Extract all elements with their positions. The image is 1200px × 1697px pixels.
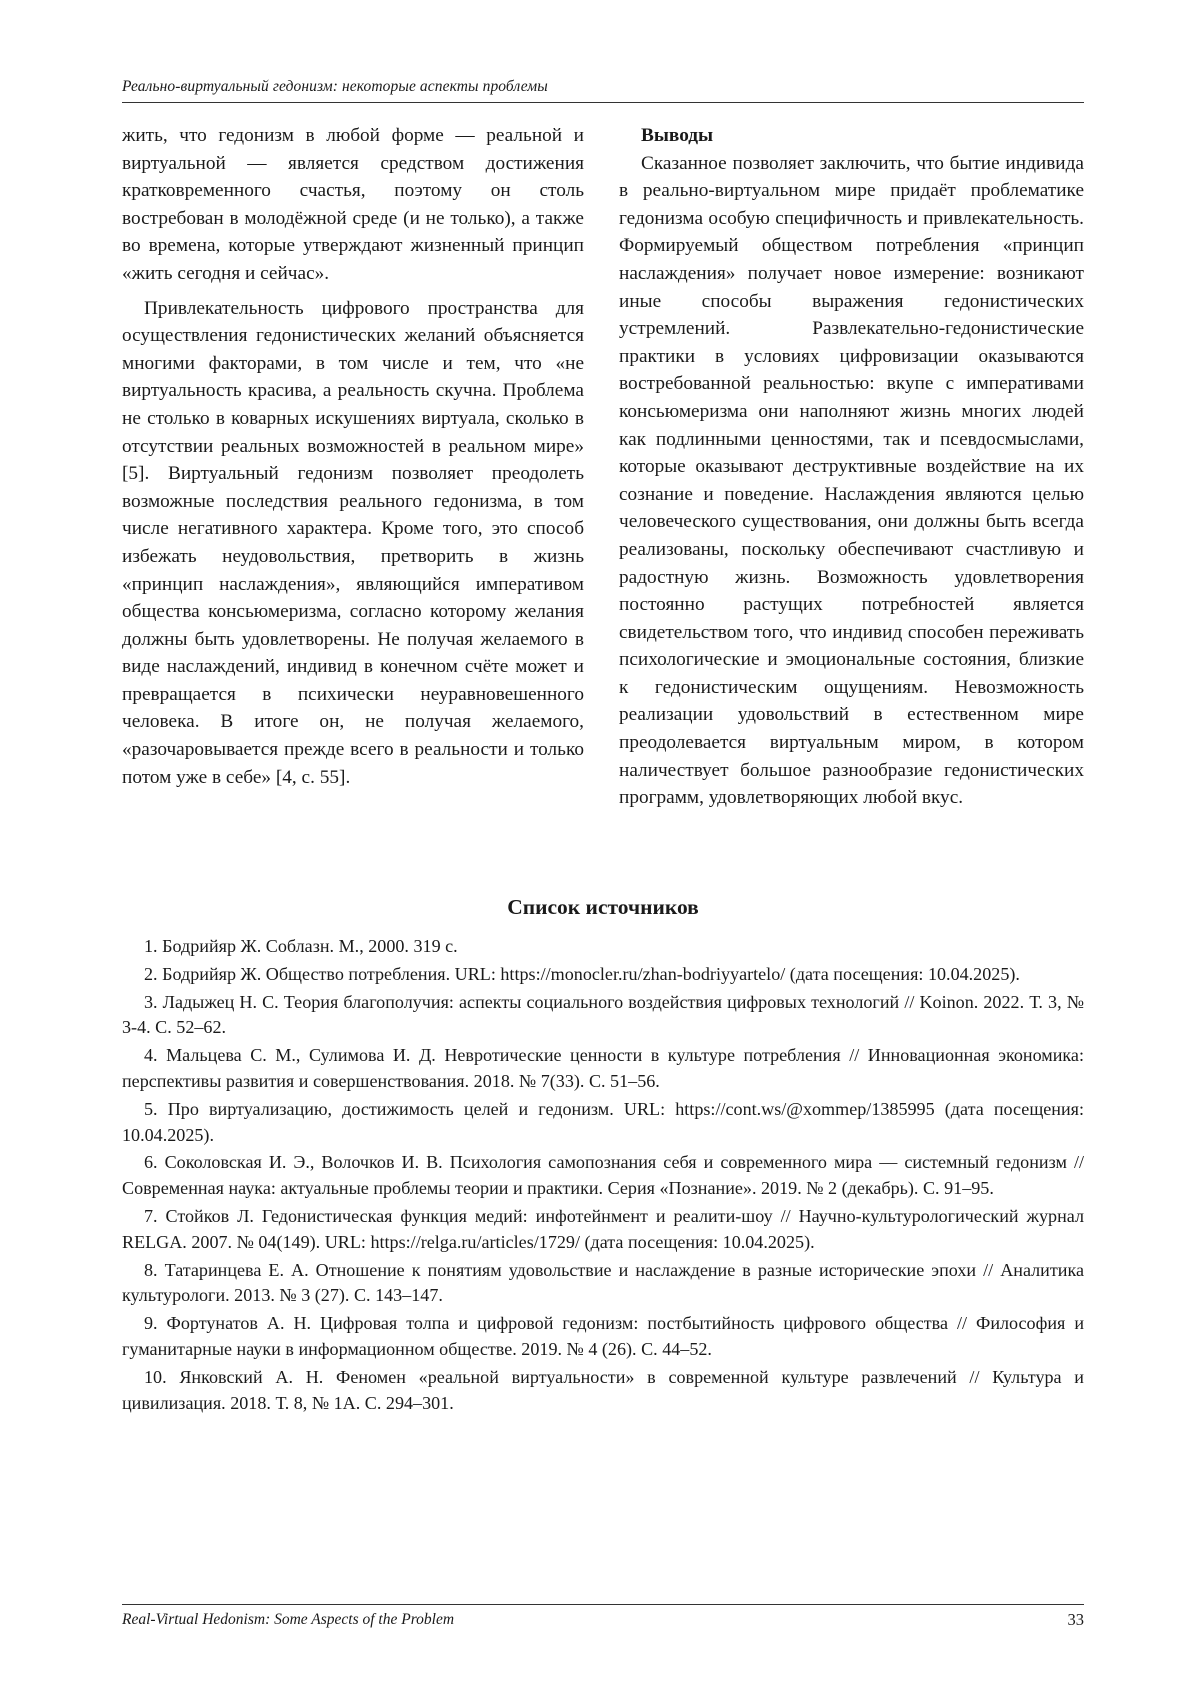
- reference-item: 8. Татаринцева Е. А. Отношение к понятиям удовольствие и наслаждение в разные исторические эпохи // Аналитика культурологи. 2013. № 3 (27). С. 143–147.: [122, 1259, 1084, 1306]
- footer-english-title: Real-Virtual Hedonism: Some Aspects of the Problem: [122, 1611, 455, 1628]
- reference-item: 1. Бодрийяр Ж. Соблазн. М., 2000. 319 с.: [144, 936, 458, 956]
- reference-item: 5. Про виртуализацию, достижимость целей и гедонизм. URL: https://cont.ws/@xommep/1385995 (дата посещения: 10.04.2025).: [122, 1098, 1084, 1145]
- conclusions-heading: Выводы: [641, 125, 714, 146]
- reference-item: 7. Стойков Л. Гедонистическая функция медий: инфотейнмент и реалити-шоу // Научно-культурологический журнал RELGA. 2007. № 04(149). URL: https://relga.ru/articles/1729/ (дата посещения: 10.04.2025).: [122, 1205, 1084, 1252]
- left-paragraph-2: Привлекательность цифрового пространства для осуществления гедонистических желаний объясняется многими факторами, в том числе и тем, что «не виртуальность красива, а реальность скучна. Проблема не столько в коварных искушениях виртуала, сколько в отсутствии реальных возможностей в реальном мире» [5]. Виртуальный гедонизм позволяет преодолеть возможные последствия реального гедонизма, в том числе негативного характера. Кроме того, это способ избежать неудовольствия, претворить в жизнь «принцип наслаждения», являющийся императивом общества консьюмеризма, согласно которому желания должны быть удовлетворены. Не получая желаемого в виде наслаждений, индивид в конечном счёте может и превращается в психически неуравновешенного человека. В итоге он, не получая желаемого, «разочаровывается прежде всего в реальности и только потом уже в себе» [4, с. 55].: [122, 297, 584, 788]
- reference-item: 4. Мальцева С. М., Сулимова И. Д. Невротические ценности в культуре потребления // Инновационная экономика: перспективы развития и совершенствования. 2018. № 7(33). С. 51–56.: [122, 1045, 1084, 1091]
- right-column: [619, 122, 1084, 812]
- page-number: 33: [1067, 1610, 1084, 1629]
- footer-divider: [122, 1604, 1084, 1605]
- left-column: [122, 122, 584, 791]
- reference-item: 2. Бодрийяр Ж. Общество потребления. URL: https://monocler.ru/zhan-bodriyyartelo/ (дата посещения: 10.04.2025).: [144, 963, 1020, 984]
- references-list: [122, 934, 1084, 1418]
- reference-item: 10. Янковский А. Н. Феномен «реальной виртуальности» в современной культуре развлечений // Культура и цивилизация. 2018. Т. 8, № 1А. С. 294–301.: [122, 1366, 1084, 1413]
- left-paragraph-1: жить, что гедонизм в любой форме — реальной и виртуальной — является средством достижения кратковременного счастья, поэтому он столь востребован в молодёжной среде (и не только), а также во времена, которые утверждают жизненный принцип «жить сегодня и сейчас».: [122, 125, 584, 284]
- references-title: Список источников: [507, 895, 699, 919]
- conclusions-paragraph: Сказанное позволяет заключить, что бытие индивида в реально-виртуальном мире придаёт проблематике гедонизма особую специфичность и привлекательность. Формируемый обществом потребления «принцип наслаждения» получает новое измерение: возникают иные способы выражения гедонистических устремлений. Развлекательно-гедонистические практики в условиях цифровизации оказываются востребованной реальностью: вкупе с императивами консьюмеризма они наполняют жизнь многих людей как подлинными ценностями, так и псевдосмыслами, которые оказывают деструктивные воздействие на их сознание и поведение. Наслаждения являются целью человеческого существования, они должны быть всегда реализованы, поскольку обеспечивают счастливую и радостную жизнь. Возможность удовлетворения постоянно растущих потребностей является свидетельством того, что индивид способен переживать психологические и эмоциональные состояния, близкие к гедонистическим ощущениям. Невозможность реализации удовольствий в естественном мире преодолевается виртуальным миром, в котором наличествует большое разнообразие гедонистических программ, удовлетворяющих любой вкус.: [619, 152, 1084, 809]
- reference-item: 9. Фортунатов А. Н. Цифровая толпа и цифровой гедонизм: постбытийность цифрового общества // Философия и гуманитарные науки в информационном обществе. 2019. № 4 (26). С. 44–52.: [122, 1313, 1084, 1359]
- running-header-title: Реально-виртуальный гедонизм: некоторые аспекты проблемы: [122, 78, 1084, 103]
- reference-item: 3. Ладыжец Н. С. Теория благополучия: аспекты социального воздействия цифровых технологий // Koinon. 2022. Т. 3, № 3-4. С. 52–62.: [122, 991, 1084, 1038]
- reference-item: 6. Соколовская И. Э., Волочков И. В. Психология самопознания себя и современного мира — системный гедонизм // Современная наука: актуальные проблемы теории и практики. Серия «Познание». 2019. № 2 (декабрь). С. 91–95.: [122, 1152, 1084, 1199]
